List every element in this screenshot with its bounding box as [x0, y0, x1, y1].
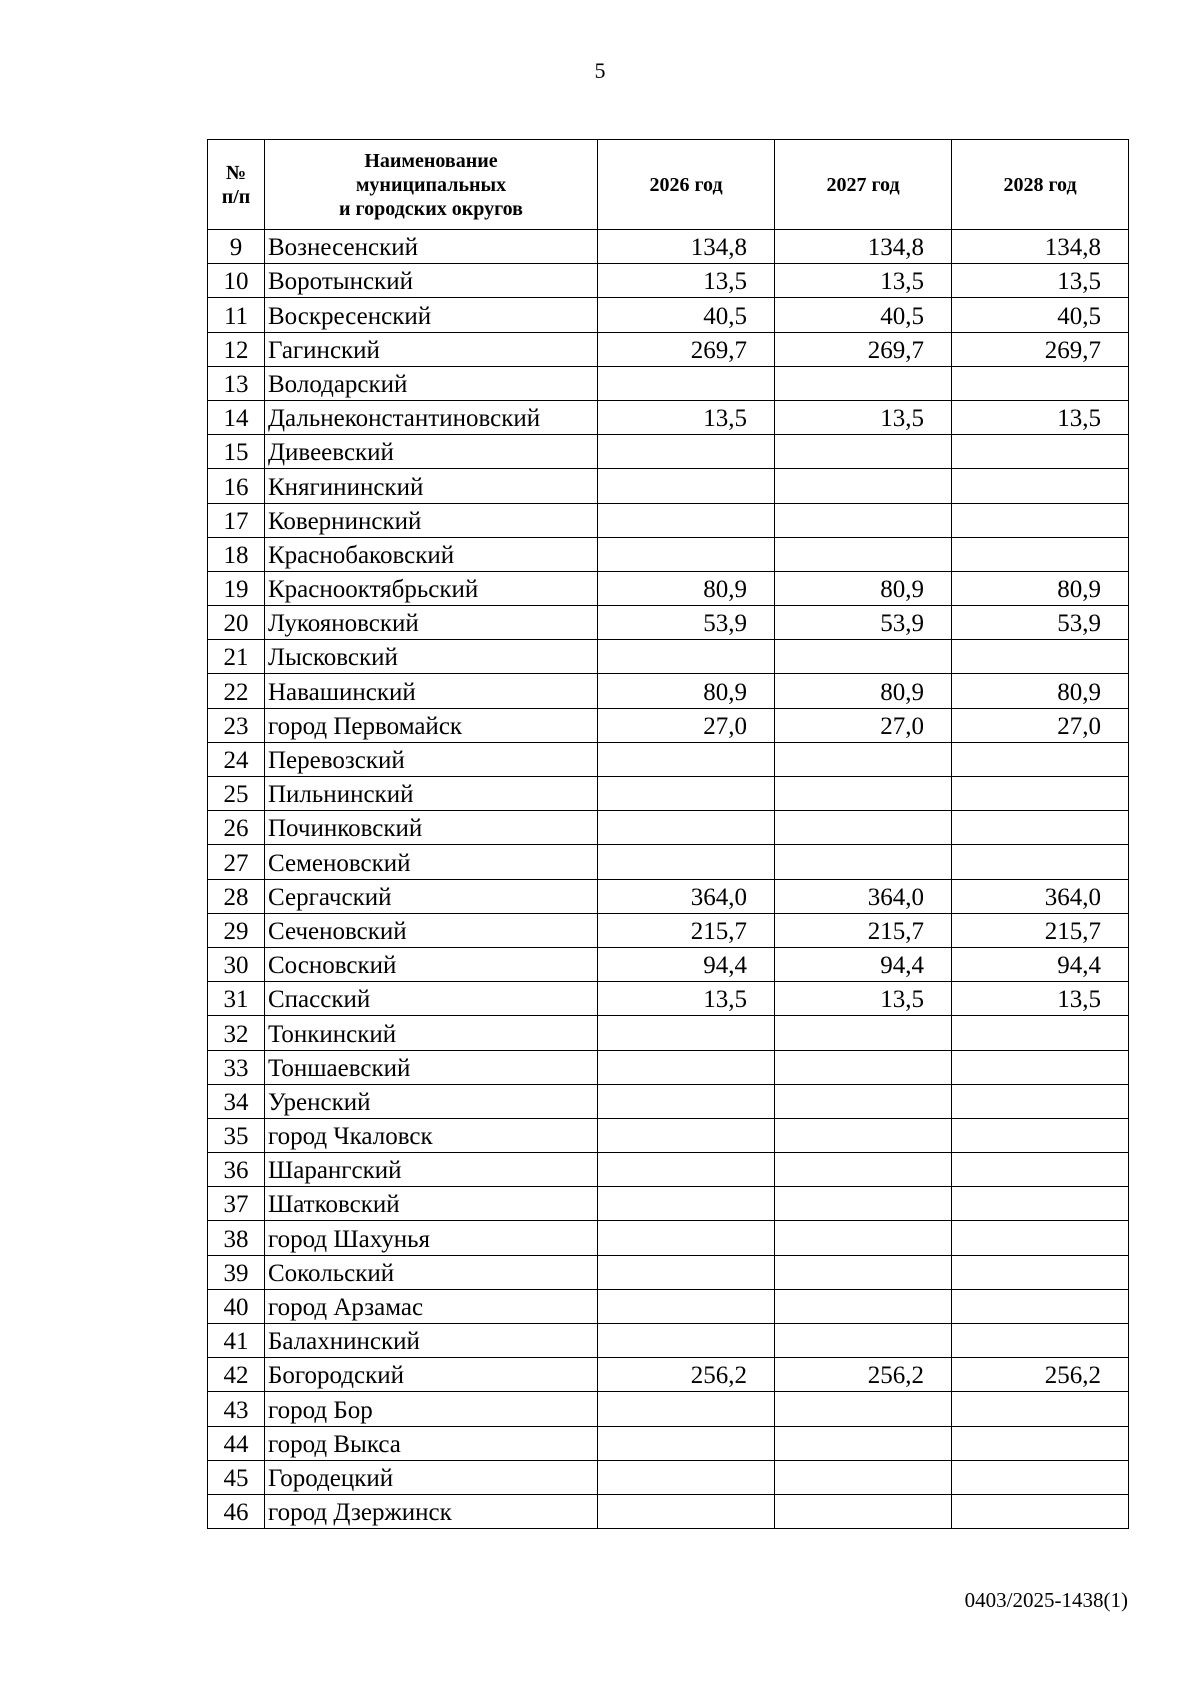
- value-2028: [952, 845, 1129, 879]
- value-2026: [598, 1153, 775, 1187]
- value-2028: 27,0: [952, 708, 1129, 742]
- district-name: Княгининский: [265, 469, 598, 503]
- table-row: [208, 264, 1129, 298]
- table-row: [208, 1255, 1129, 1289]
- row-number: 23: [208, 708, 265, 742]
- row-number: 27: [208, 845, 265, 879]
- value-2028: [952, 1221, 1129, 1255]
- value-2027: 27,0: [775, 708, 952, 742]
- district-name: Гагинский: [265, 332, 598, 366]
- value-2026: [598, 537, 775, 571]
- value-2028: 269,7: [952, 332, 1129, 366]
- row-number: 18: [208, 537, 265, 571]
- value-2027: 134,8: [775, 230, 952, 264]
- district-name: Городецкий: [265, 1460, 598, 1494]
- value-2026: 53,9: [598, 606, 775, 640]
- value-2028: [952, 777, 1129, 811]
- table-row: [208, 1426, 1129, 1460]
- value-2026: 134,8: [598, 230, 775, 264]
- row-number: 43: [208, 1392, 265, 1426]
- table-row: [208, 1153, 1129, 1187]
- header-2026: 2026 год: [598, 140, 775, 230]
- row-number: 26: [208, 811, 265, 845]
- value-2028: [952, 1324, 1129, 1358]
- value-2028: [952, 435, 1129, 469]
- value-2026: [598, 1118, 775, 1152]
- district-name: Шарангский: [265, 1153, 598, 1187]
- row-number: 17: [208, 503, 265, 537]
- value-2027: [775, 1255, 952, 1289]
- district-name: Краснооктябрьский: [265, 571, 598, 605]
- allocation-table: [207, 139, 1129, 1529]
- district-name: Дивеевский: [265, 435, 598, 469]
- district-name: Ковернинский: [265, 503, 598, 537]
- district-name: Сеченовский: [265, 913, 598, 947]
- district-name: город Дзержинск: [265, 1494, 598, 1528]
- table-row: [208, 674, 1129, 708]
- value-2027: [775, 1289, 952, 1323]
- district-name: город Бор: [265, 1392, 598, 1426]
- value-2028: [952, 1426, 1129, 1460]
- table-row: [208, 1084, 1129, 1118]
- district-name: Воскресенский: [265, 298, 598, 332]
- value-2027: 80,9: [775, 674, 952, 708]
- table-row: [208, 1187, 1129, 1221]
- value-2027: [775, 811, 952, 845]
- table-row: [208, 400, 1129, 434]
- value-2028: [952, 537, 1129, 571]
- value-2026: [598, 435, 775, 469]
- value-2027: [775, 1187, 952, 1221]
- table-row: [208, 1016, 1129, 1050]
- header-num: [208, 140, 265, 230]
- district-name: Сокольский: [265, 1255, 598, 1289]
- district-name: Балахнинский: [265, 1324, 598, 1358]
- district-name: Вознесенский: [265, 230, 598, 264]
- value-2028: [952, 742, 1129, 776]
- value-2027: 13,5: [775, 400, 952, 434]
- row-number: 10: [208, 264, 265, 298]
- district-name: Лысковский: [265, 640, 598, 674]
- row-number: 11: [208, 298, 265, 332]
- value-2027: 53,9: [775, 606, 952, 640]
- table-row: [208, 845, 1129, 879]
- value-2026: [598, 1460, 775, 1494]
- district-name: город Первомайск: [265, 708, 598, 742]
- value-2028: [952, 1187, 1129, 1221]
- value-2027: 256,2: [775, 1358, 952, 1392]
- value-2026: [598, 1494, 775, 1528]
- value-2028: [952, 1289, 1129, 1323]
- row-number: 22: [208, 674, 265, 708]
- district-name: Семеновский: [265, 845, 598, 879]
- value-2027: 13,5: [775, 982, 952, 1016]
- table-row: [208, 1221, 1129, 1255]
- district-name: Навашинский: [265, 674, 598, 708]
- header-num-line1: №: [225, 161, 247, 184]
- value-2028: [952, 1494, 1129, 1528]
- value-2027: [775, 1153, 952, 1187]
- table-row: [208, 1324, 1129, 1358]
- value-2026: [598, 777, 775, 811]
- row-number: 44: [208, 1426, 265, 1460]
- value-2026: [598, 1221, 775, 1255]
- value-2027: [775, 537, 952, 571]
- value-2026: [598, 1324, 775, 1358]
- document-code: 0403/2025-1438(1): [964, 1588, 1128, 1612]
- value-2027: [775, 1016, 952, 1050]
- table-body: [208, 230, 1129, 1529]
- table-row: [208, 811, 1129, 845]
- value-2027: 269,7: [775, 332, 952, 366]
- row-number: 13: [208, 366, 265, 400]
- value-2028: 13,5: [952, 982, 1129, 1016]
- value-2028: [952, 503, 1129, 537]
- row-number: 9: [208, 230, 265, 264]
- district-name: Уренский: [265, 1084, 598, 1118]
- row-number: 29: [208, 913, 265, 947]
- value-2026: 256,2: [598, 1358, 775, 1392]
- value-2026: [598, 1187, 775, 1221]
- page-number: 5: [594, 58, 606, 83]
- header-name: [265, 140, 598, 230]
- table-row: [208, 947, 1129, 981]
- value-2028: 215,7: [952, 913, 1129, 947]
- row-number: 39: [208, 1255, 265, 1289]
- row-number: 46: [208, 1494, 265, 1528]
- header-name-line3: и городских округов: [339, 197, 523, 220]
- value-2026: [598, 366, 775, 400]
- row-number: 37: [208, 1187, 265, 1221]
- value-2028: 364,0: [952, 879, 1129, 913]
- value-2028: 40,5: [952, 298, 1129, 332]
- table-row: [208, 1358, 1129, 1392]
- value-2026: 40,5: [598, 298, 775, 332]
- value-2026: 13,5: [598, 400, 775, 434]
- value-2028: [952, 640, 1129, 674]
- value-2028: [952, 1153, 1129, 1187]
- value-2027: [775, 1392, 952, 1426]
- value-2027: [775, 1118, 952, 1152]
- value-2027: [775, 435, 952, 469]
- district-name: Тонкинский: [265, 1016, 598, 1050]
- value-2027: [775, 366, 952, 400]
- value-2027: 215,7: [775, 913, 952, 947]
- value-2027: [775, 503, 952, 537]
- value-2026: 80,9: [598, 674, 775, 708]
- row-number: 12: [208, 332, 265, 366]
- header-2028: 2028 год: [952, 140, 1129, 230]
- value-2028: 13,5: [952, 400, 1129, 434]
- value-2028: 13,5: [952, 264, 1129, 298]
- value-2028: 134,8: [952, 230, 1129, 264]
- value-2027: [775, 1084, 952, 1118]
- value-2027: [775, 845, 952, 879]
- value-2026: 94,4: [598, 947, 775, 981]
- value-2027: [775, 1324, 952, 1358]
- district-name: Спасский: [265, 982, 598, 1016]
- row-number: 19: [208, 571, 265, 605]
- value-2028: 53,9: [952, 606, 1129, 640]
- row-number: 20: [208, 606, 265, 640]
- table-row: [208, 503, 1129, 537]
- district-name: Тоншаевский: [265, 1050, 598, 1084]
- value-2028: [952, 366, 1129, 400]
- row-number: 38: [208, 1221, 265, 1255]
- district-name: город Чкаловск: [265, 1118, 598, 1152]
- value-2027: 13,5: [775, 264, 952, 298]
- header-2027: 2027 год: [775, 140, 952, 230]
- value-2026: [598, 845, 775, 879]
- value-2026: [598, 503, 775, 537]
- value-2027: [775, 742, 952, 776]
- table-row: [208, 537, 1129, 571]
- district-name: Лукояновский: [265, 606, 598, 640]
- table-row: [208, 982, 1129, 1016]
- value-2026: [598, 1084, 775, 1118]
- district-name: Починковский: [265, 811, 598, 845]
- district-name: Сергачский: [265, 879, 598, 913]
- district-name: Пильнинский: [265, 777, 598, 811]
- value-2028: 80,9: [952, 674, 1129, 708]
- row-number: 45: [208, 1460, 265, 1494]
- row-number: 24: [208, 742, 265, 776]
- value-2026: [598, 1050, 775, 1084]
- value-2028: [952, 1118, 1129, 1152]
- value-2026: 80,9: [598, 571, 775, 605]
- district-name: Дальнеконстантиновский: [265, 400, 598, 434]
- value-2027: 80,9: [775, 571, 952, 605]
- value-2028: [952, 1050, 1129, 1084]
- table-row: [208, 1289, 1129, 1323]
- table-row: [208, 913, 1129, 947]
- row-number: 32: [208, 1016, 265, 1050]
- table-row: [208, 742, 1129, 776]
- value-2027: [775, 777, 952, 811]
- district-name: город Выкса: [265, 1426, 598, 1460]
- header-num-line2: п/п: [221, 185, 251, 208]
- value-2027: [775, 1050, 952, 1084]
- row-number: 41: [208, 1324, 265, 1358]
- table-row: [208, 640, 1129, 674]
- row-number: 21: [208, 640, 265, 674]
- value-2028: [952, 1016, 1129, 1050]
- row-number: 40: [208, 1289, 265, 1323]
- district-name: Володарский: [265, 366, 598, 400]
- value-2026: [598, 811, 775, 845]
- value-2027: [775, 1460, 952, 1494]
- table-row: [208, 777, 1129, 811]
- value-2028: 256,2: [952, 1358, 1129, 1392]
- table-row: [208, 1118, 1129, 1152]
- district-name: Перевозский: [265, 742, 598, 776]
- table-row: [208, 1050, 1129, 1084]
- value-2027: 364,0: [775, 879, 952, 913]
- value-2028: [952, 1392, 1129, 1426]
- value-2026: [598, 1016, 775, 1050]
- table-row: [208, 1460, 1129, 1494]
- value-2026: [598, 742, 775, 776]
- value-2028: [952, 1084, 1129, 1118]
- value-2026: [598, 469, 775, 503]
- value-2028: [952, 469, 1129, 503]
- district-name: Богородский: [265, 1358, 598, 1392]
- table-row: [208, 606, 1129, 640]
- value-2027: [775, 1426, 952, 1460]
- value-2026: 13,5: [598, 982, 775, 1016]
- value-2026: 13,5: [598, 264, 775, 298]
- header-name-line1: Наименование: [364, 149, 498, 172]
- header-name-line2: муниципальных: [355, 173, 507, 196]
- table-header-row: [208, 140, 1129, 230]
- value-2026: 215,7: [598, 913, 775, 947]
- district-name: город Шахунья: [265, 1221, 598, 1255]
- table-row: [208, 366, 1129, 400]
- table-row: [208, 1392, 1129, 1426]
- value-2028: [952, 1460, 1129, 1494]
- value-2027: [775, 640, 952, 674]
- district-name: Краснобаковский: [265, 537, 598, 571]
- district-name: Сосновский: [265, 947, 598, 981]
- row-number: 25: [208, 777, 265, 811]
- district-name: Воротынский: [265, 264, 598, 298]
- value-2026: 27,0: [598, 708, 775, 742]
- value-2028: 80,9: [952, 571, 1129, 605]
- row-number: 36: [208, 1153, 265, 1187]
- row-number: 31: [208, 982, 265, 1016]
- value-2026: [598, 1289, 775, 1323]
- table-row: [208, 708, 1129, 742]
- row-number: 16: [208, 469, 265, 503]
- table-row: [208, 469, 1129, 503]
- table-row: [208, 1494, 1129, 1528]
- value-2026: [598, 1392, 775, 1426]
- table-row: [208, 435, 1129, 469]
- table-row: [208, 332, 1129, 366]
- table-row: [208, 298, 1129, 332]
- value-2027: [775, 469, 952, 503]
- row-number: 42: [208, 1358, 265, 1392]
- value-2026: 364,0: [598, 879, 775, 913]
- value-2027: [775, 1494, 952, 1528]
- value-2027: 40,5: [775, 298, 952, 332]
- table-row: [208, 230, 1129, 264]
- value-2026: 269,7: [598, 332, 775, 366]
- value-2026: [598, 1255, 775, 1289]
- row-number: 14: [208, 400, 265, 434]
- value-2028: [952, 1255, 1129, 1289]
- row-number: 28: [208, 879, 265, 913]
- value-2027: 94,4: [775, 947, 952, 981]
- row-number: 33: [208, 1050, 265, 1084]
- row-number: 34: [208, 1084, 265, 1118]
- value-2027: [775, 1221, 952, 1255]
- value-2026: [598, 640, 775, 674]
- row-number: 30: [208, 947, 265, 981]
- district-name: город Арзамас: [265, 1289, 598, 1323]
- district-name: Шатковский: [265, 1187, 598, 1221]
- table-row: [208, 571, 1129, 605]
- value-2028: 94,4: [952, 947, 1129, 981]
- table-row: [208, 879, 1129, 913]
- value-2028: [952, 811, 1129, 845]
- row-number: 35: [208, 1118, 265, 1152]
- row-number: 15: [208, 435, 265, 469]
- value-2026: [598, 1426, 775, 1460]
